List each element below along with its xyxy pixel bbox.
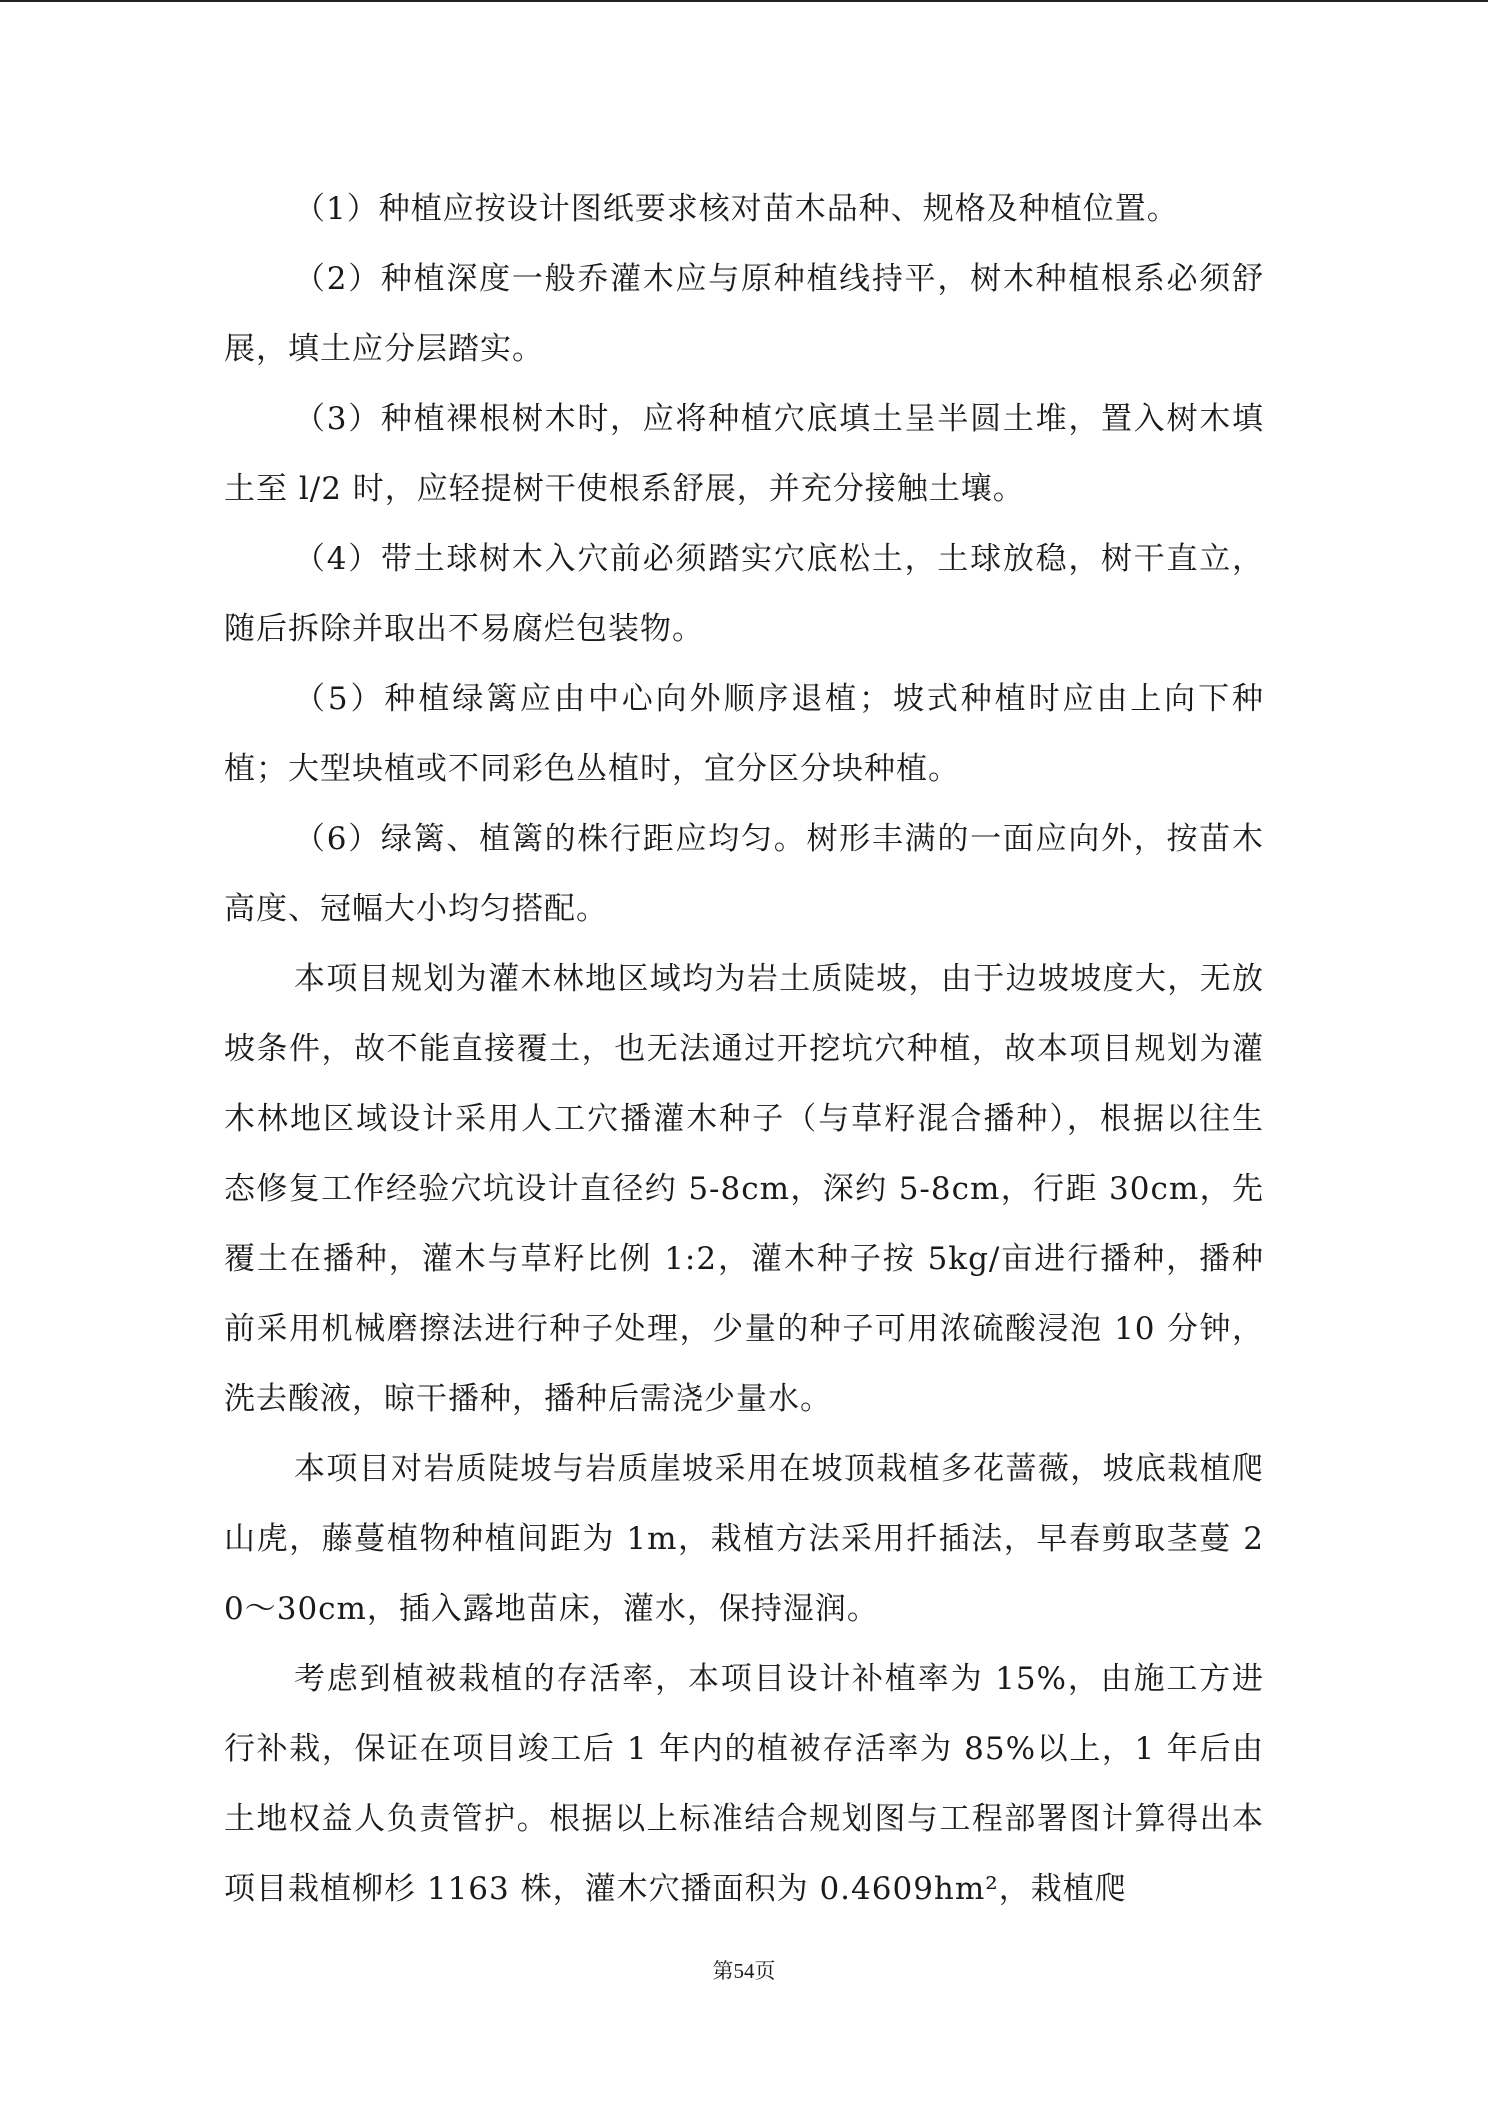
page-top-border [0,0,1488,2]
paragraph-bare-root-planting: （3）种植裸根树木时，应将种植穴底填土呈半圆土堆，置入树木填土至 l/2 时，应轻提树干使根系舒展，并充分接触土壤。 [224,401,1264,507]
paragraph-soil-ball-planting: （4）带土球树木入穴前必须踏实穴底松土，土球放稳，树干直立，随后拆除并取出不易腐烂包装物。 [224,541,1264,647]
page-number: 第54页 [712,1959,776,1983]
paragraph-shrub-seeding: 本项目规划为灌木林地区域均为岩土质陡坡，由于边坡坡度大，无放坡条件，故不能直接覆土，也无法通过开挖坑穴种植，故本项目规划为灌木林地区域设计采用人工穴播灌木种子（与草籽混合播种），根据以往生态修复工作经验穴坑设计直径约 5-8cm，深约 5-8cm，行距 30cm，先覆土在播种，灌木与草籽比例 1:2，灌木种子按 5kg/亩进行播种，播种前采用机械磨擦法进行种子处理，少量的种子可用浓硫酸浸泡 10 分钟，洗去酸液，晾干播种，播种后需浇少量水。 [224,961,1264,1417]
paragraph-hedge-planting-order: （5）种植绿篱应由中心向外顺序退植；坡式种植时应由上向下种植；大型块植或不同彩色丛植时，宜分区分块种植。 [224,681,1264,787]
paragraph-survival-rate: 考虑到植被栽植的存活率，本项目设计补植率为 15%，由施工方进行补栽，保证在项目竣工后 1 年内的植被存活率为 85%以上，1 年后由土地权益人负责管护。根据以上标准结合规划图与工程部署图计算得出本项目栽植柳杉 1163 株，灌木穴播面积为 0.4609hm²，栽植爬 [224,1661,1264,1907]
document-body [224,174,1264,1924]
paragraph-planting-depth: （2）种植深度一般乔灌木应与原种植线持平，树木种植根系必须舒展，填土应分层踏实。 [224,261,1264,367]
paragraph-vine-planting: 本项目对岩质陡坡与岩质崖坡采用在坡顶栽植多花蔷薇，坡底栽植爬山虎，藤蔓植物种植间距为 1m，栽植方法采用扦插法，早春剪取茎蔓 20～30cm，插入露地苗床，灌水，保持湿润。 [224,1451,1264,1627]
paragraph-planting-check: （1）种植应按设计图纸要求核对苗木品种、规格及种植位置。 [294,191,1179,227]
paragraph-hedge-spacing: （6）绿篱、植篱的株行距应均匀。树形丰满的一面应向外，按苗木高度、冠幅大小均匀搭配。 [224,821,1264,927]
